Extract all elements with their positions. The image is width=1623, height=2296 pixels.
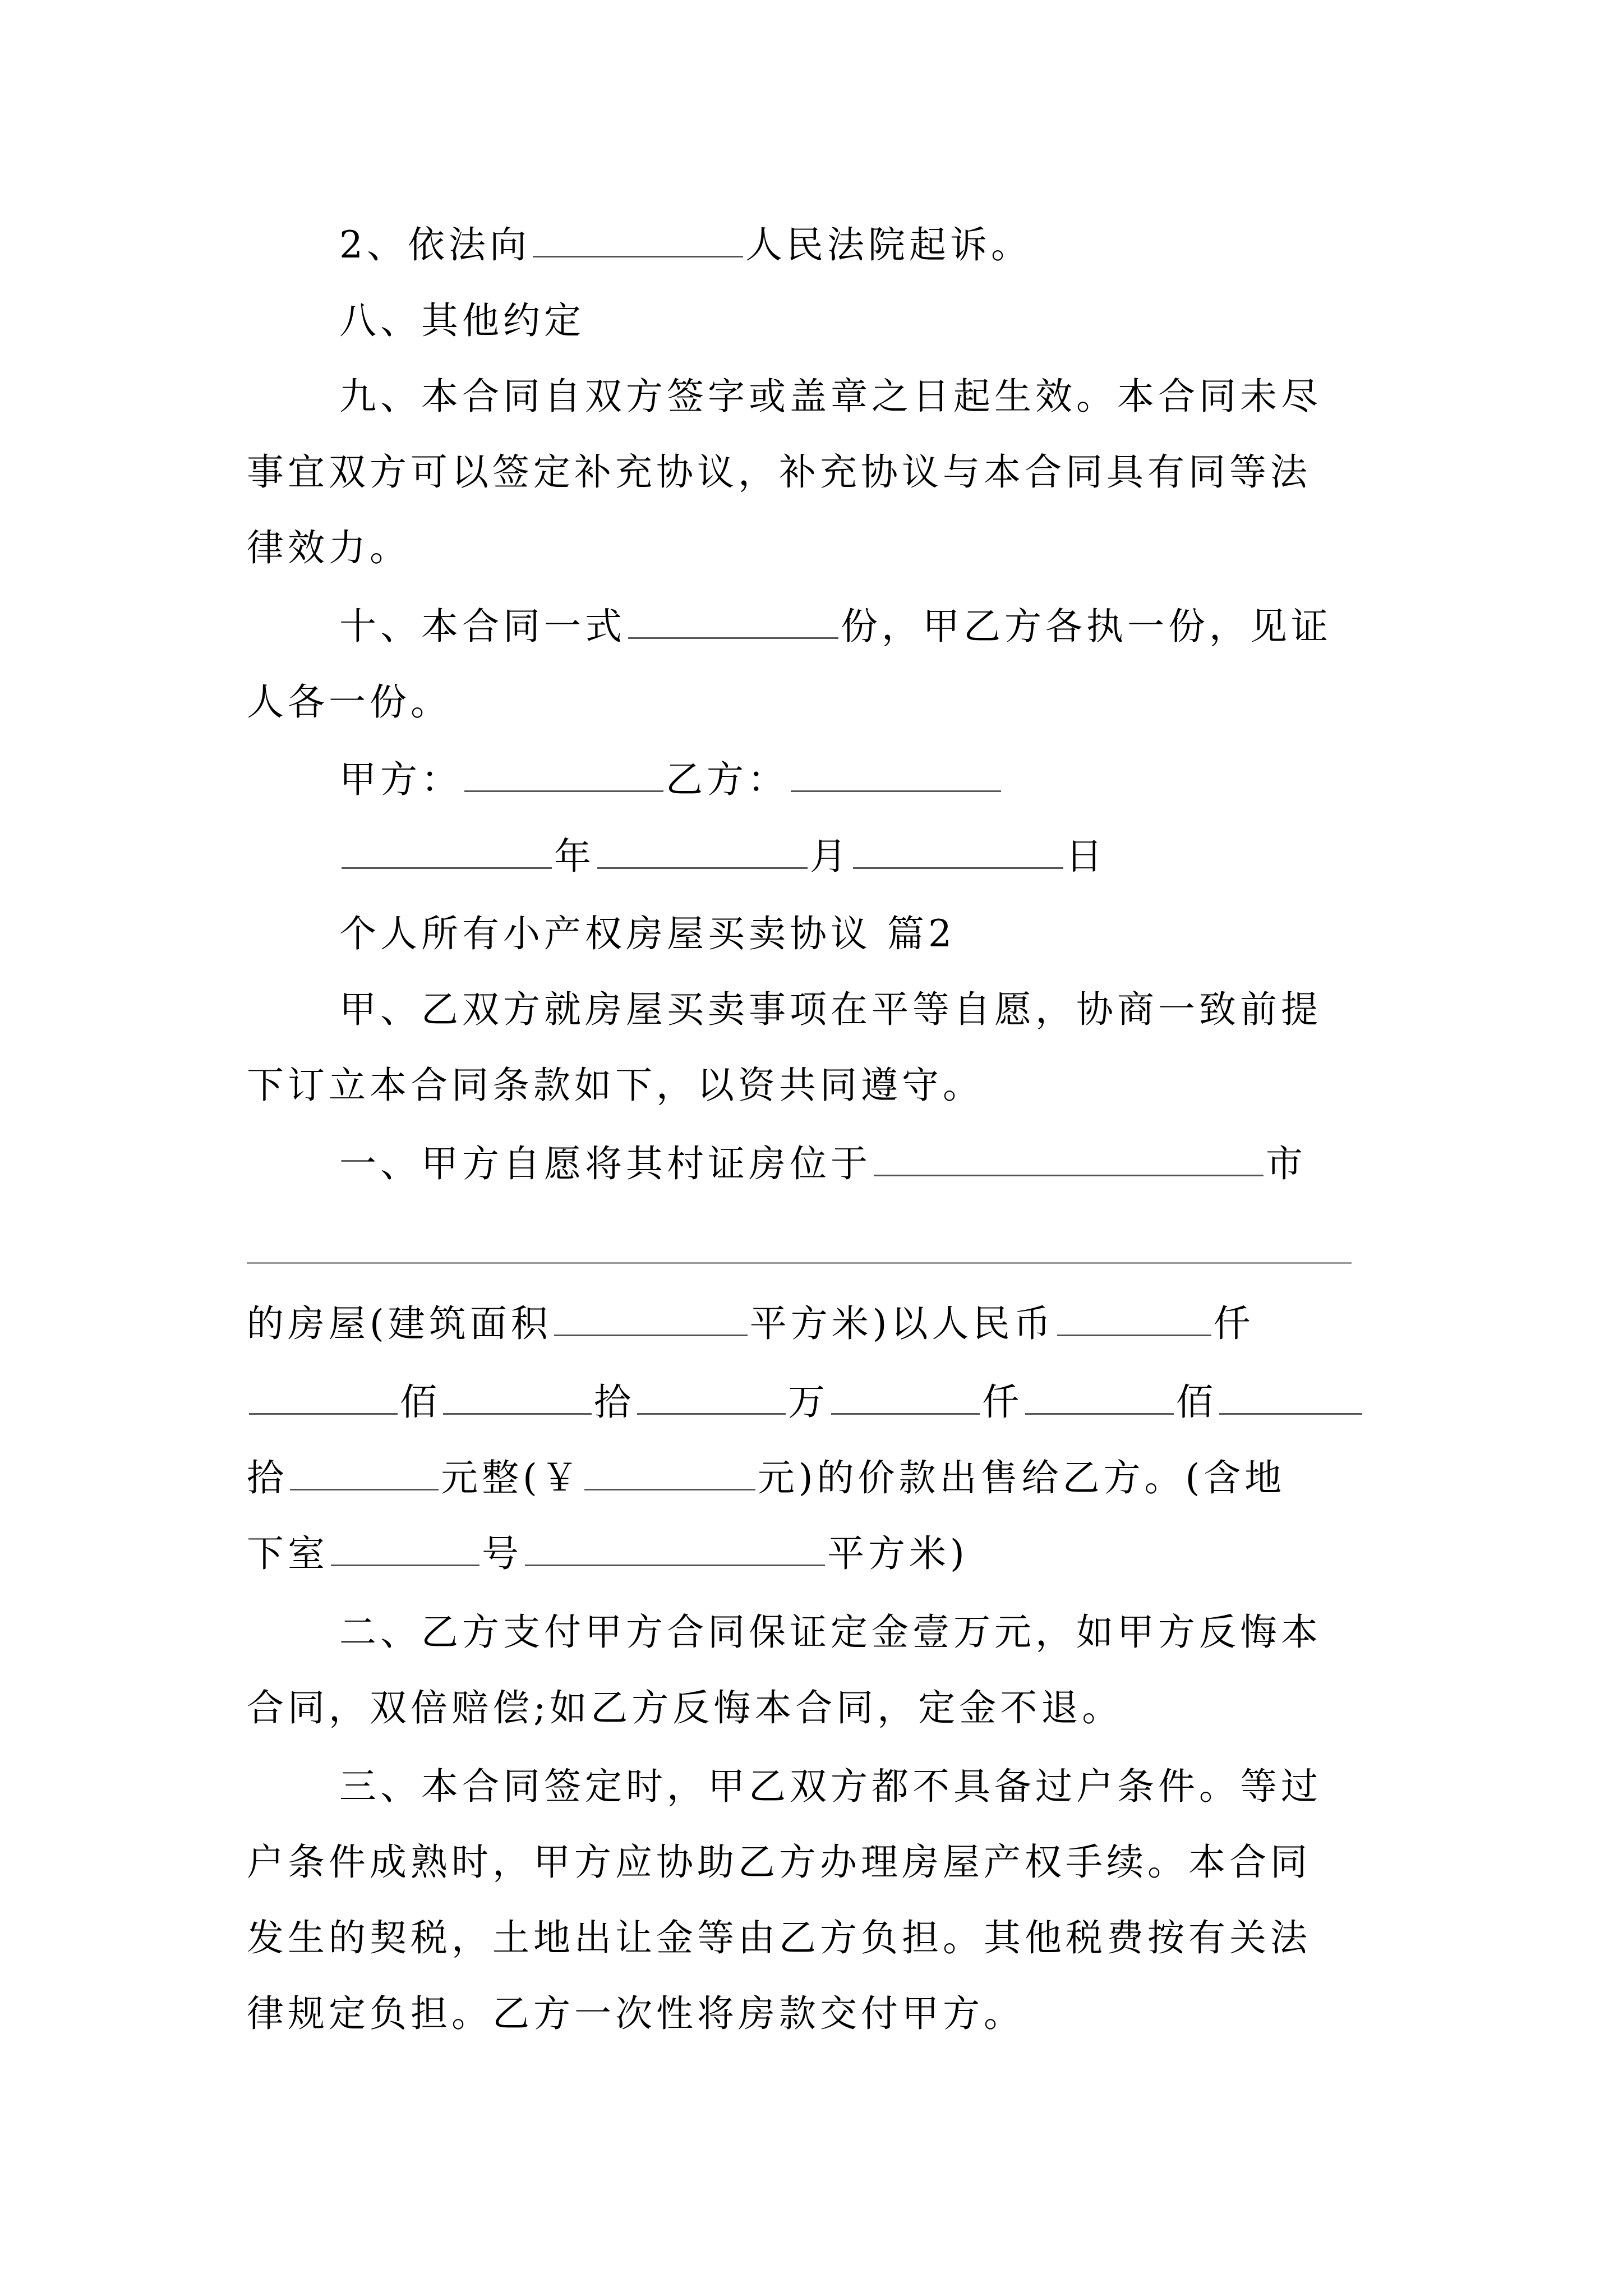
text: 仟 (982, 1381, 1023, 1424)
clause-3-line3 (247, 1907, 1311, 1969)
text: 九、本合同自双方签字或盖章之日起生效。本合同未尽 (339, 375, 1322, 418)
blank-party-a (464, 761, 663, 792)
clause-3-line4 (247, 1983, 1025, 2045)
text: 佰 (400, 1381, 441, 1424)
clause-2-line1 (339, 1602, 1322, 1663)
blank-party-b (791, 761, 1001, 792)
text: 甲、乙双方就房屋买卖事项在平等自愿，协商一致前提 (339, 988, 1322, 1031)
text: 万 (788, 1381, 829, 1424)
text: 发生的契税，土地出让金等由乙方负担。其他税费按有关法 (247, 1916, 1311, 1959)
section-title (339, 903, 956, 965)
text: 平方米) (827, 1532, 969, 1575)
text: 合同，双倍赔偿;如乙方反悔本合同，定金不退。 (247, 1686, 1123, 1729)
text: 的房屋(建筑面积 (247, 1302, 552, 1345)
signature-line (339, 749, 1003, 811)
blank-amount (290, 1460, 439, 1490)
clause-1-line5 (247, 1523, 969, 1585)
text: 人民法院起诉。 (745, 223, 1032, 266)
blank-day (853, 838, 1063, 869)
text: 三、本合同签定时，甲乙双方都不具备过户条件。等过 (339, 1765, 1322, 1808)
text: 十、本合同一式 (339, 605, 626, 648)
clause-1-line2 (247, 1293, 1255, 1355)
blank-location (874, 1145, 1264, 1176)
text: 年 (554, 835, 595, 878)
blank-area (554, 1305, 748, 1336)
text: 户条件成熟时，甲方应协助乙方办理房屋产权手续。本合同 (247, 1841, 1311, 1884)
text: 人各一份。 (247, 680, 451, 724)
text: 拾 (247, 1456, 288, 1499)
blank-amount (249, 1384, 398, 1415)
blank-basement-area (525, 1535, 825, 1566)
blank-amount (1219, 1384, 1362, 1415)
text: 月 (810, 835, 851, 878)
text: 事宜双方可以签定补充协议，补充协议与本合同具有同等法 (247, 450, 1311, 494)
text: 2、依法向 (339, 223, 531, 266)
text: 平方米)以人民币 (749, 1302, 1055, 1345)
blank-month (597, 838, 808, 869)
blank-amount (1025, 1384, 1174, 1415)
text: 仟 (1213, 1302, 1255, 1345)
date-line (339, 826, 1106, 887)
text: 元整(￥ (441, 1456, 582, 1499)
text: 元)的价款出售给乙方。(含地 (757, 1456, 1286, 1499)
blank-year (342, 838, 552, 869)
clause-3-line2 (247, 1832, 1311, 1893)
clause-1-line3 (247, 1372, 1364, 1433)
text: 佰 (1176, 1381, 1217, 1424)
clause-2-line2 (247, 1677, 1123, 1739)
party-b-label: 乙方： (666, 758, 789, 801)
clause-1-line1 (339, 1133, 1307, 1195)
clause-7-2 (339, 214, 1032, 276)
text: 拾 (594, 1381, 635, 1424)
text: 八、其他约定 (339, 299, 585, 342)
text: 二、乙方支付甲方合同保证定金壹万元，如甲方反悔本 (339, 1611, 1322, 1654)
text: 个人所有小产权房屋买卖协议 篇2 (339, 912, 956, 955)
clause-1-line4 (247, 1447, 1285, 1509)
clause-10-line2 (247, 671, 451, 733)
intro-line2 (247, 1055, 984, 1116)
blank-amount (443, 1384, 592, 1415)
blank-amount (831, 1384, 980, 1415)
text: 日 (1066, 835, 1106, 878)
text: 下订立本合同条款如下，以资共同遵守。 (247, 1064, 984, 1107)
text: 市 (1266, 1142, 1307, 1185)
blank-basement (331, 1535, 479, 1566)
intro-line1 (339, 979, 1322, 1041)
blank-copies (628, 608, 838, 639)
party-a-label: 甲方： (339, 758, 462, 801)
text: 下室 (247, 1532, 329, 1575)
clause-9-line2 (247, 441, 1311, 503)
clause-9-line1 (339, 366, 1322, 427)
blank-amount (637, 1384, 786, 1415)
blank-court (533, 227, 743, 257)
clause-3-line1 (339, 1756, 1322, 1818)
blank-address-line (247, 1262, 1352, 1264)
text: 一、甲方自愿将其村证房位于 (339, 1142, 872, 1185)
clause-9-line3 (247, 517, 411, 579)
blank-amount-figures (584, 1460, 755, 1490)
clause-8-heading (339, 290, 585, 352)
blank-amount (1057, 1305, 1211, 1336)
text: 律效力。 (247, 526, 411, 569)
text: 份，甲乙方各执一份，见证 (841, 605, 1332, 648)
text: 号 (482, 1532, 523, 1575)
text: 律规定负担。乙方一次性将房款交付甲方。 (247, 1992, 1025, 2035)
clause-10-line1 (339, 596, 1332, 657)
